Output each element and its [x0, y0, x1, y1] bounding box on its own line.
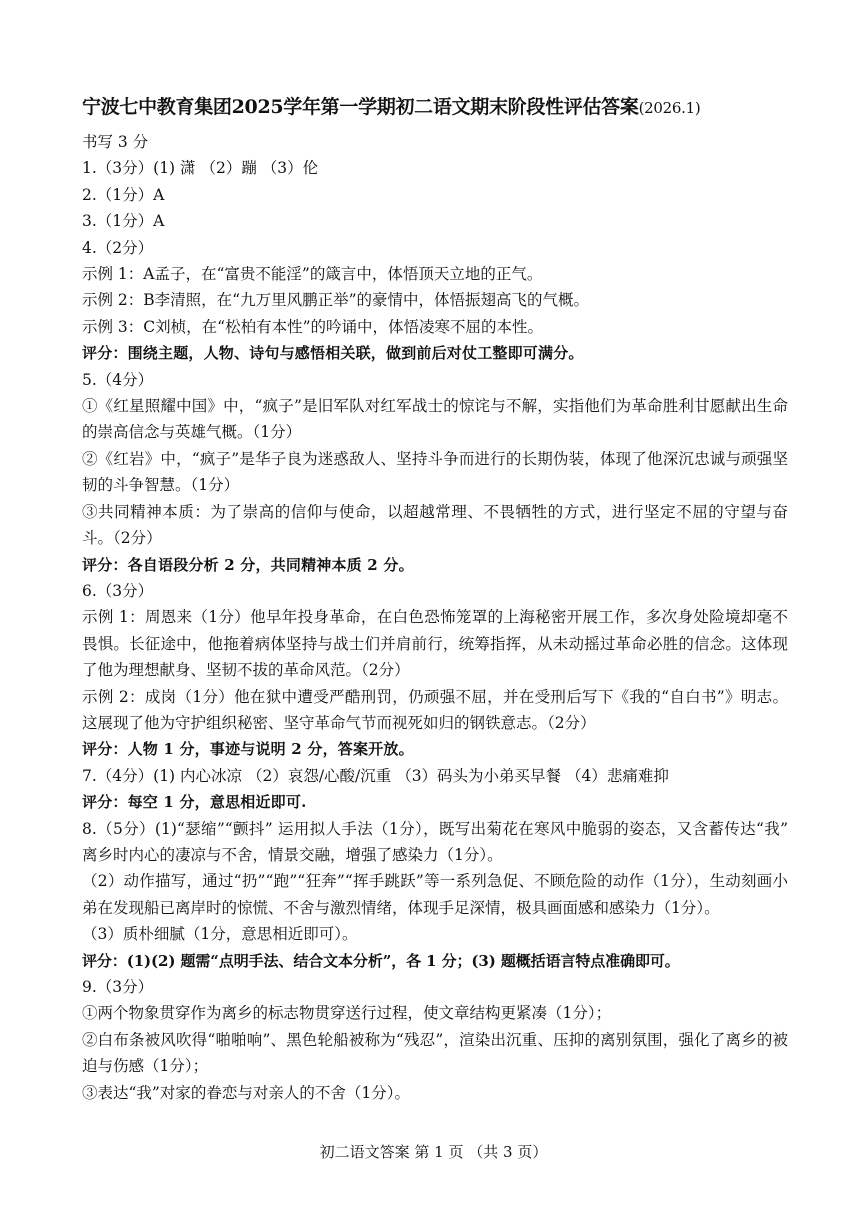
- title-date: (2026.1): [638, 99, 701, 117]
- answer-q7: 7.（4分）(1) 内心冰凉 （2）哀怨/心酸/沉重 （3）码头为小弟买早餐 （4）悲痛难抑: [82, 766, 669, 785]
- q9-point-2: ②白布条被风吹得“啪啪响”、黑色轮船被称为“残忍”，渲染出沉重、压抑的离别氛围，强化了离乡的被迫与伤感（1分）；: [82, 1030, 788, 1076]
- answer-q8-part-2: （2）动作描写，通过“扔”“跑”“狂奔”“挥手跳跃”等一系列急促、不顾危险的动作（1分），生动刻画小弟在发现船已离岸时的惊慌、不舍与激烈情绪，体现手足深情，极具画面感和感染力（1分）。: [82, 872, 788, 917]
- q4-example-3: 示例 3：C刘桢，在“松柏有本性”的吟诵中，体悟凌寒不屈的本性。: [82, 317, 543, 336]
- title-main: 宁波七中教育集团2025学年第一学期初二语文期末阶段性评估答案: [82, 96, 639, 118]
- answer-q5-heading: 5.（4分）: [82, 370, 154, 389]
- q8-grading-note: 评分：(1)(2) 题需“点明手法、结合文本分析”，各 1 分；(3) 题概括语言特点准确即可。: [82, 951, 680, 970]
- q6-grading-note: 评分：人物 1 分，事迹与说明 2 分，答案开放。: [82, 740, 414, 759]
- q5-grading-note: 评分：各自语段分析 2 分，共同精神本质 2 分。: [82, 555, 414, 574]
- q6-example-2: 示例 2：成岗（1分）他在狱中遭受严酷刑罚，仍顽强不屈，并在受刑后写下《我的“自白书”》明志。这展现了他为守护组织秘密、坚守革命气节而视死如归的钢铁意志。（2分）: [82, 687, 788, 732]
- q4-grading-note: 评分：围绕主题，人物、诗句与感悟相关联，做到前后对仗工整即可满分。: [82, 344, 584, 363]
- answer-q4-heading: 4.（2分）: [82, 238, 154, 257]
- q9-point-1: ①两个物象贯穿作为离乡的标志物贯穿送行过程，使文章结构更紧凑（1分）；: [82, 1004, 612, 1023]
- answer-q2: 2.（1分）A: [82, 185, 165, 204]
- page-footer: 初二语文答案 第 1 页 （共 3 页）: [319, 1143, 548, 1161]
- q7-grading-note: 评分：每空 1 分，意思相近即可.: [82, 793, 307, 812]
- q5-point-3: ③共同精神本质：为了崇高的信仰与使命，以超越常理、不畏牺牲的方式，进行坚定不屈的守望与奋斗。（2分）: [82, 502, 788, 548]
- answer-q8-part-3: （3）质朴细腻（1分，意思相近即可）。: [82, 925, 358, 944]
- answer-q6-heading: 6.（3分）: [82, 581, 154, 600]
- q5-point-1: ①《红星照耀中国》中，“疯子”是旧军队对红军战士的惊诧与不解，实指他们为革命胜利甘愿献出生命的崇高信念与英雄气概。（1分）: [82, 397, 788, 442]
- q5-point-2: ②《红岩》中，“疯子”是华子良为迷惑敌人、坚持斗争而进行的长期伪装，体现了他深沉忠诚与顽强坚韧的斗争智慧。（1分）: [82, 449, 788, 495]
- answer-q8-part-1: 8.（5分）(1)“瑟缩”“颤抖” 运用拟人手法（1分），既写出菊花在寒风中脆弱的姿态，又含蓄传达“我” 离乡时内心的凄凉与不舍，情景交融，增强了感染力（1分）。: [82, 819, 788, 864]
- q9-point-3: ③表达“我”对家的眷恋与对亲人的不舍（1分）。: [82, 1083, 410, 1102]
- q6-example-1: 示例 1：周恩来（1分）他早年投身革命，在白色恐怖笼罩的上海秘密开展工作，多次身处险境却毫不畏惧。长征途中，他拖着病体坚持与战士们并肩前行，统筹指挥，从未动摇过革命必胜的信念。这体现了他为理想献身、坚韧不拔的革命风范。（2分）: [82, 608, 788, 680]
- answer-q3: 3.（1分）A: [82, 212, 165, 231]
- q4-example-1: 示例 1：A孟子，在“富贵不能淫”的箴言中，体悟顶天立地的正气。: [82, 265, 543, 284]
- answer-body: [82, 129, 788, 1106]
- q4-example-2: 示例 2：B李清照，在“九万里风鹏正举”的豪情中，体悟振翅高飞的气概。: [82, 291, 590, 310]
- handwriting-score: 书写 3 分: [82, 133, 149, 151]
- answer-q1: 1.（3分）(1) 潇 （2）蹦 （3）伦: [82, 159, 319, 178]
- answer-q9-heading: 9.（3分）: [82, 978, 154, 996]
- page-title: [82, 92, 802, 119]
